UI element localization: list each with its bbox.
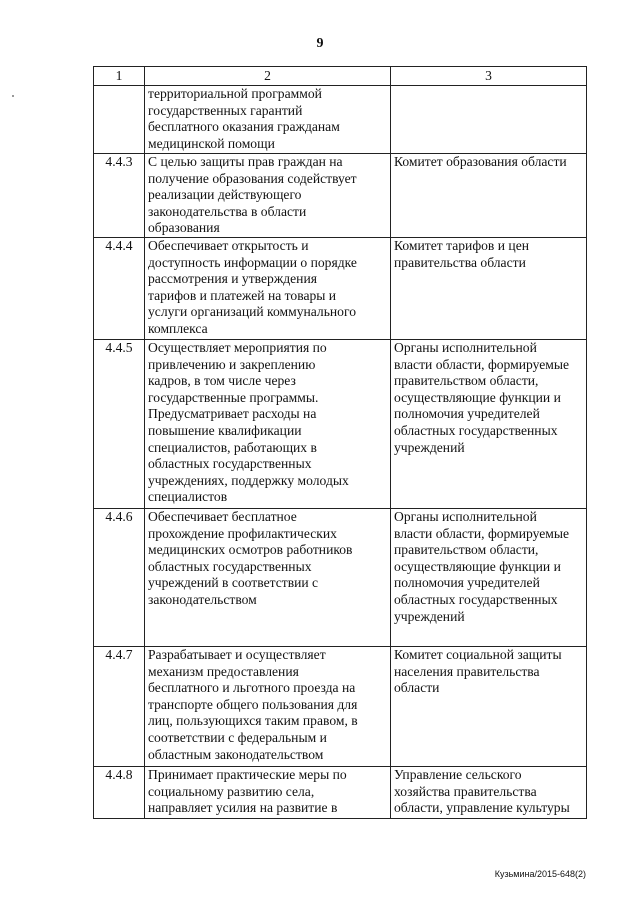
item-responsible: Органы исполнительной власти области, формируемые правительством области, осуществляющие функции и полномочия учредителей областных государственных учреждений (391, 340, 587, 509)
table-row (94, 238, 587, 340)
item-number: 4.4.8 (94, 767, 145, 819)
item-number: 4.4.5 (94, 340, 145, 509)
item-description: Обеспечивает бесплатное прохождение профилактических медицинских осмотров работников областных государственных учреждений в соответствии с законодательством (145, 509, 391, 647)
header-col-3: 3 (391, 67, 587, 86)
table-row (94, 647, 587, 767)
item-number: 4.4.6 (94, 509, 145, 647)
item-description: Принимает практические меры по социальному развитию села, направляет усилия на развитие в (145, 767, 391, 819)
table-row (94, 340, 587, 509)
table-row (94, 767, 587, 819)
item-number: 4.4.4 (94, 238, 145, 340)
page-number: 9 (316, 36, 324, 51)
item-responsible (391, 86, 587, 154)
table-row (94, 509, 587, 647)
item-description: С целью защиты прав граждан на получение образования содействует реализации действующего законодательства в области образования (145, 154, 391, 238)
item-description: Обеспечивает открытость и доступность информации о порядке рассмотрения и утверждения тарифов и платежей на товары и услуги организаций коммунального комплекса (145, 238, 391, 340)
item-responsible: Комитет социальной защиты населения правительства области (391, 647, 587, 767)
item-responsible: Комитет тарифов и цен правительства области (391, 238, 587, 340)
document-footer-code: Кузьмина/2015-648(2) (494, 869, 586, 879)
header-col-1: 1 (94, 67, 145, 86)
item-number: 4.4.7 (94, 647, 145, 767)
scan-mark (12, 95, 14, 97)
item-description: Разрабатывает и осуществляет механизм предоставления бесплатного и льготного проезда на транспорте общего пользования для лиц, пользующихся таким правом, в соответствии с федеральным и областным законодательством (145, 647, 391, 767)
table-header-row (94, 67, 587, 86)
item-responsible: Управление сельского хозяйства правительства области, управление культуры (391, 767, 587, 819)
item-responsible: Комитет образования области (391, 154, 587, 238)
item-number (94, 86, 145, 154)
item-number: 4.4.3 (94, 154, 145, 238)
responsibility-table (93, 66, 587, 819)
item-responsible: Органы исполнительной власти области, формируемые правительством области, осуществляющие функции и полномочия учредителей областных государственных учреждений (391, 509, 587, 647)
header-col-2: 2 (145, 67, 391, 86)
item-description: Осуществляет мероприятия по привлечению и закреплению кадров, в том числе через государственные программы. Предусматривает расходы на повышение квалификации специалистов, работающих в областных государственных учреждениях, поддержку молодых специалистов (145, 340, 391, 509)
item-description: территориальной программой государственных гарантий бесплатного оказания гражданам медицинской помощи (145, 86, 391, 154)
table-row (94, 86, 587, 154)
table-row (94, 154, 587, 238)
